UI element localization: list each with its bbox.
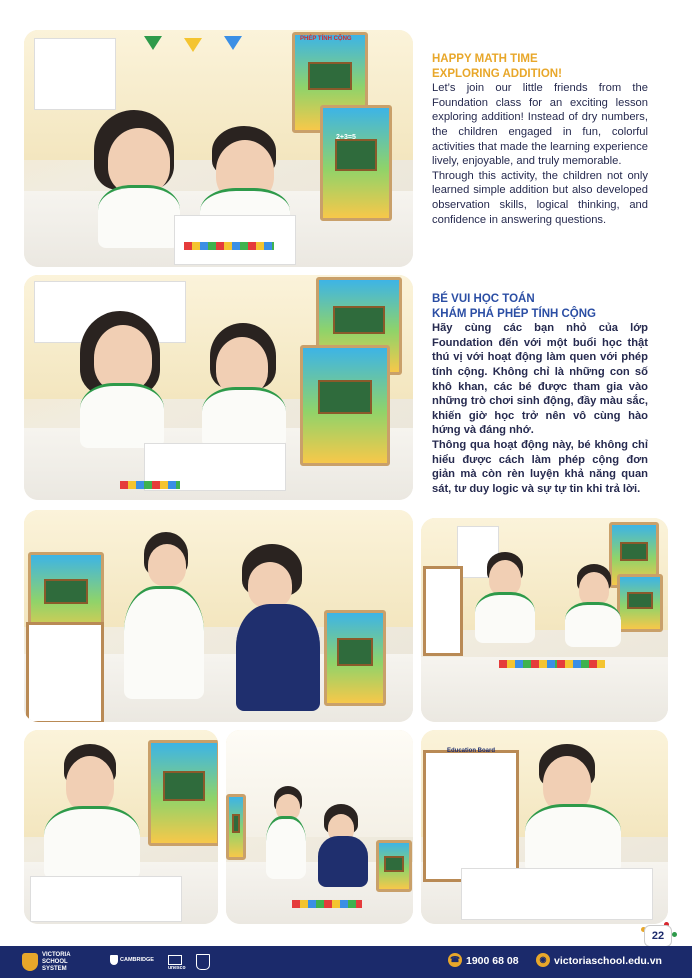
poster-title: PHÉP TÍNH CỘNG: [300, 36, 352, 42]
photo-teacher-and-girl: [226, 730, 413, 924]
photo-boys-at-table: [421, 518, 668, 722]
article-vn-title: [432, 292, 648, 321]
footer-bar: [0, 946, 692, 978]
article-vn-paragraph1: Hãy cùng các bạn nhỏ của lớp Foundation đến với một buổi học thật thú vị với hoạt động làm quen với phép tính cộng. Không chỉ là những con số khô khan, các bé được tham gia vào những trò chơi sinh động, đầy màu sắc, khiến giờ học trở nên vô cùng hào hứng và đáng nhớ.: [432, 322, 648, 437]
article-vn-title-line1: BÉ VUI HỌC TOÁN: [432, 293, 535, 305]
phone-icon: ☎: [448, 953, 462, 967]
article-en: [432, 52, 648, 227]
article-en-paragraph1: Let’s join our little friends from the Foundation class for an exciting lesson exploring addition! Instead of dry numbers, the children engaged in fun, colorful activities that made the learning experience lively, enjoyable, and truly memorable.: [432, 82, 648, 168]
easel-label: Education Board: [447, 748, 496, 754]
website-link[interactable]: victoriaschool.edu.vn: [554, 955, 662, 967]
article-en-paragraph2: Through this activity, the children not only learned simple addition but also developed observation skills, logical thinking, and confidence in answering questions.: [432, 169, 648, 226]
phone-number[interactable]: 1900 68 08: [466, 955, 519, 967]
article-en-title-line1: HAPPY MATH TIME: [432, 53, 538, 65]
photo-girls-counting: [24, 275, 413, 500]
brand-line3: SYSTEM: [42, 966, 67, 972]
victoria-logo-text: [42, 952, 71, 973]
unesco-temple-icon: [168, 955, 182, 965]
article-en-title: [432, 52, 648, 81]
brand-line2: SCHOOL: [42, 959, 68, 965]
globe-icon: ◉: [536, 953, 550, 967]
victoria-logo-icon: [22, 953, 38, 971]
unesco-logo-text: unesco: [168, 965, 186, 971]
article-vn-paragraph2: Thông qua hoạt động này, bé không chỉ hiểu được cách làm phép cộng đơn giản mà còn rèn luyện khả năng quan sát, tư duy logic và sự tự tin khi trả lời.: [432, 438, 648, 495]
article-vn: [432, 292, 648, 496]
photo-boy-writing: [24, 730, 218, 924]
article-en-title-line2: EXPLORING ADDITION!: [432, 67, 562, 80]
brand-line1: VICTORIA: [42, 952, 71, 958]
university-crest-icon: [196, 954, 210, 970]
cambridge-shield-icon: [110, 955, 118, 965]
article-vn-title-line2: KHÁM PHÁ PHÉP TÍNH CỘNG: [432, 307, 596, 320]
page-number: 22: [644, 925, 672, 947]
photo-teacher-with-student: [24, 510, 413, 722]
cambridge-logo-text: CAMBRIDGE: [120, 957, 154, 963]
photo-children-writing: [24, 30, 413, 267]
poster-equation: 2+3=5: [336, 134, 356, 141]
photo-boy-at-easel: [421, 730, 668, 924]
